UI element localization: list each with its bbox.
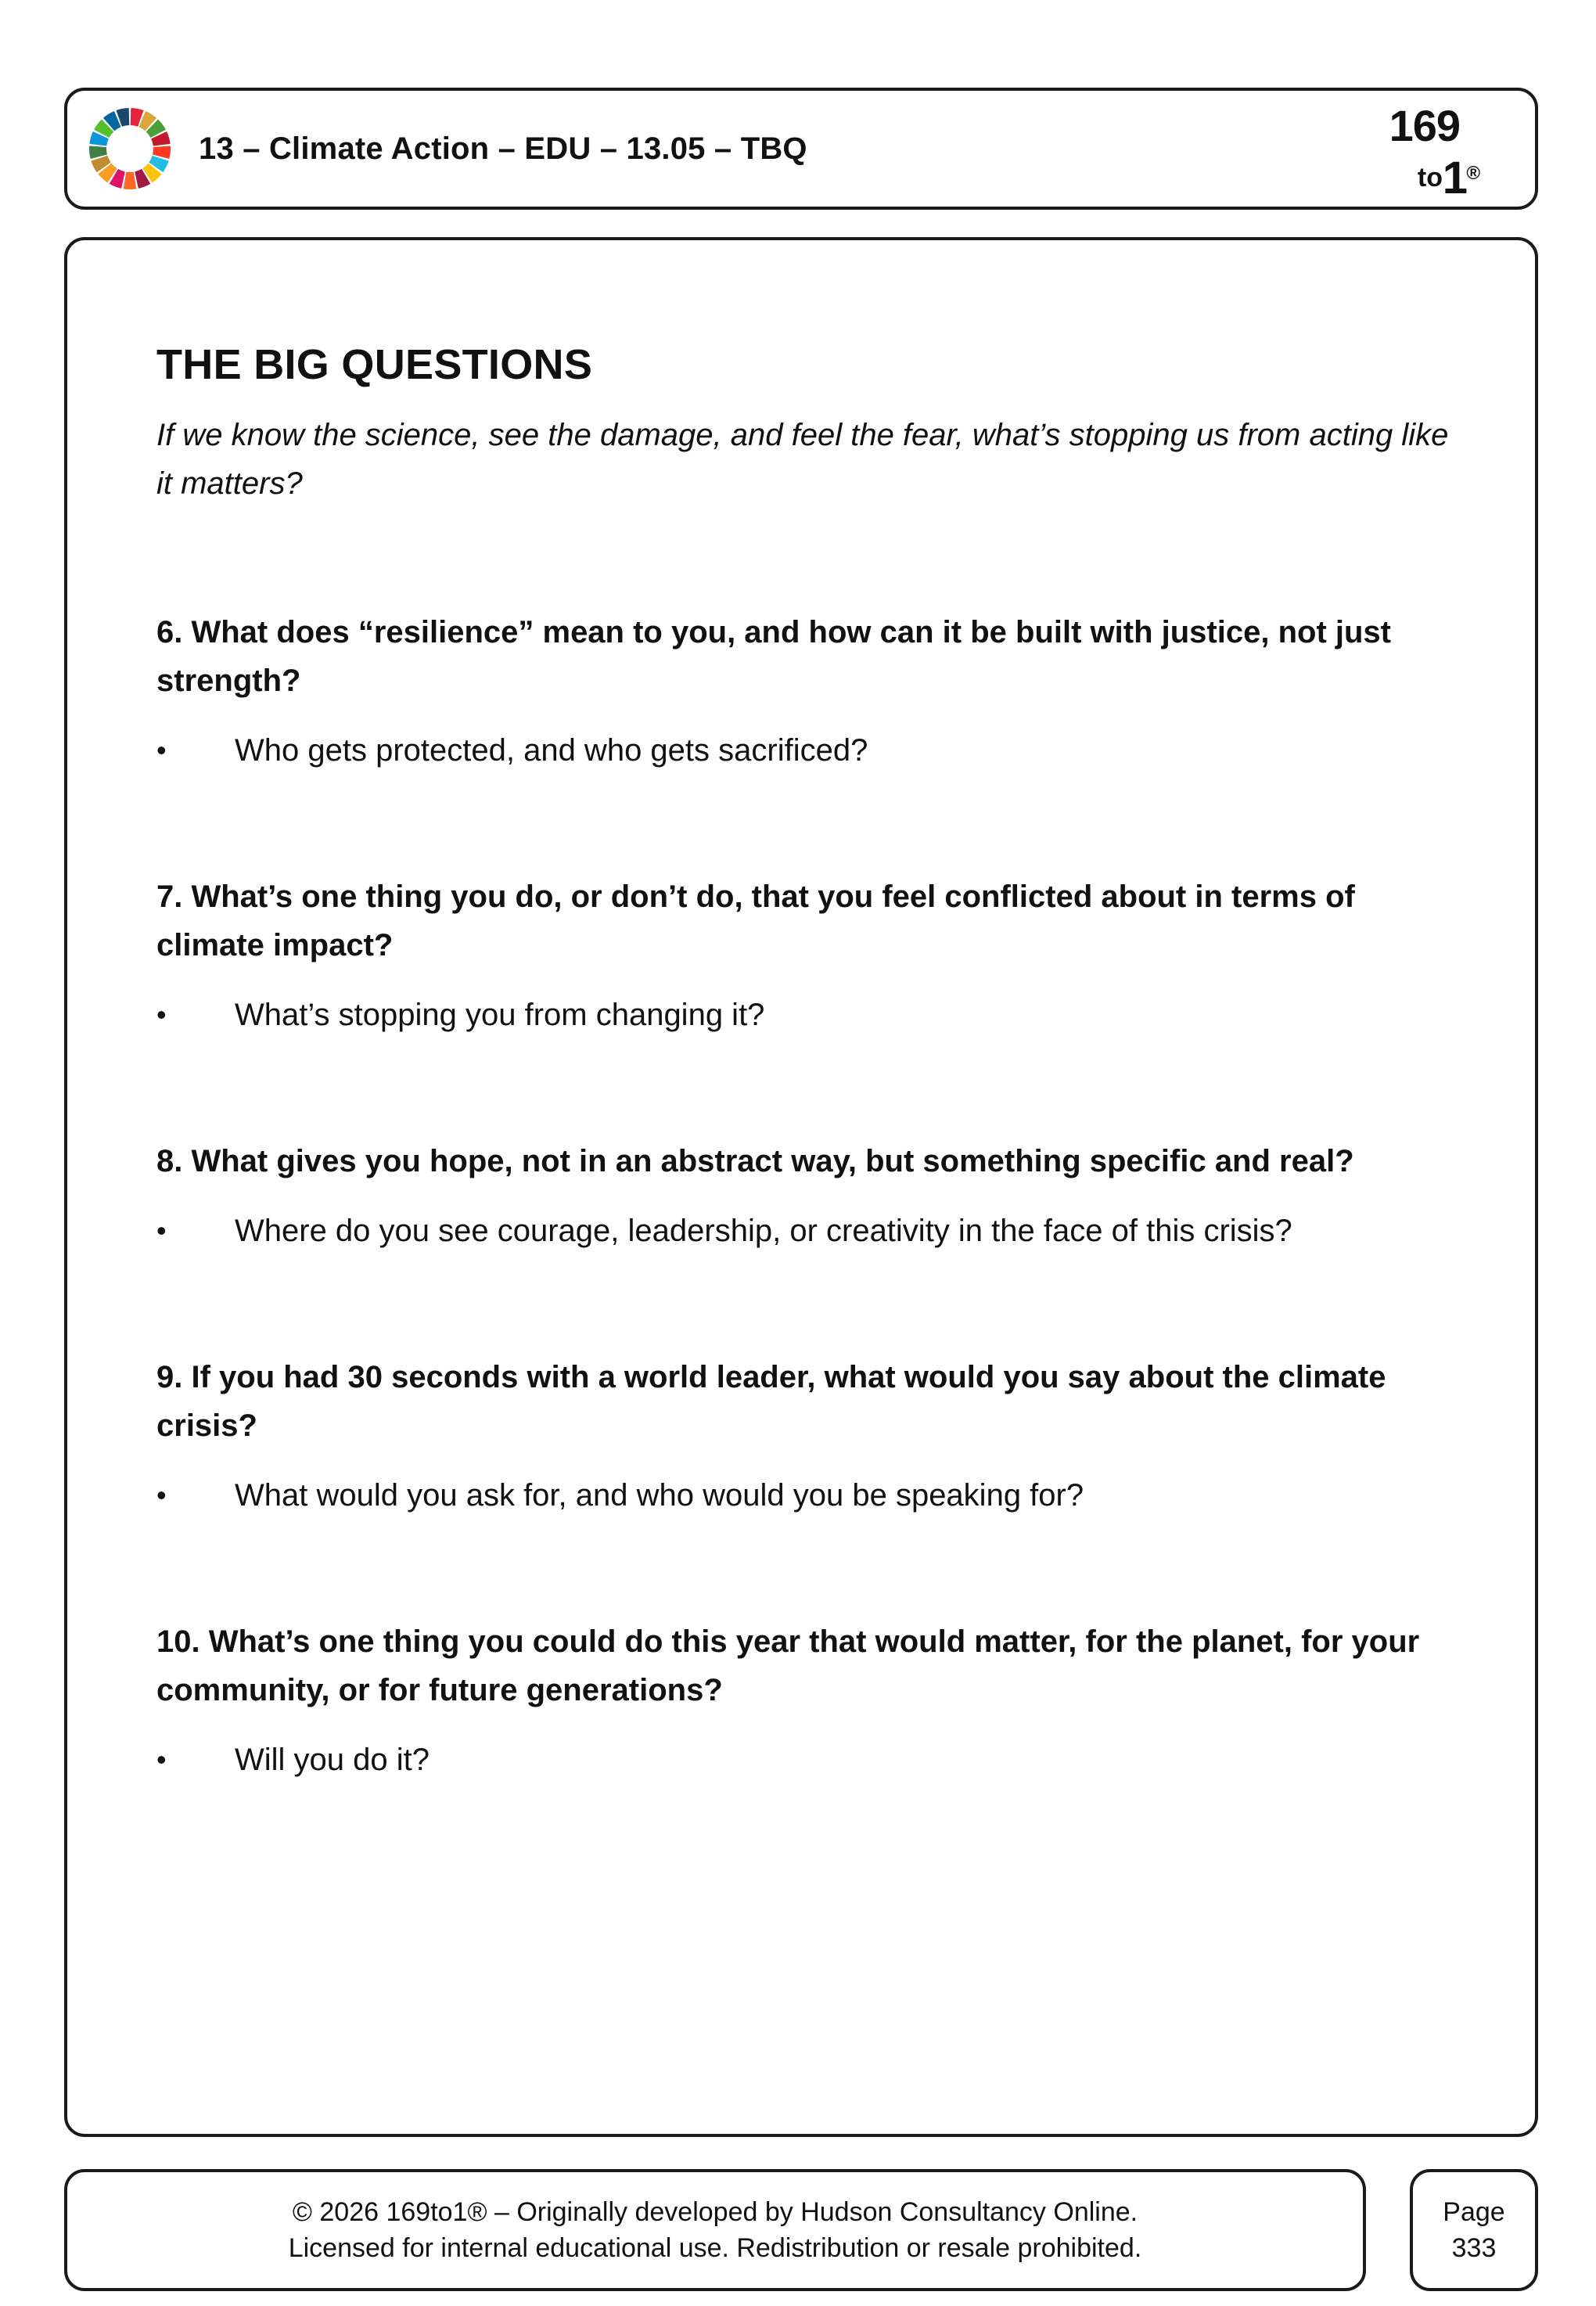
bullet-text: What would you ask for, and who would you be speaking for? xyxy=(235,1478,1084,1513)
question-6 xyxy=(156,608,1471,772)
question-9 xyxy=(156,1353,1471,1517)
question-bullet xyxy=(156,1473,1471,1517)
license-line: Licensed for internal educational use. Redistribution or resale prohibited. xyxy=(288,2233,1142,2263)
intro-text: If we know the science, see the damage, and feel the fear, what’s stopping us from acting like it matters? xyxy=(156,418,1449,501)
question-bullet xyxy=(156,728,1471,772)
bullet-icon: • xyxy=(156,1743,167,1775)
question-bullet xyxy=(156,1209,1471,1253)
question-bullet xyxy=(156,1738,1471,1782)
header-title: 13 – Climate Action – EDU – 13.05 – TBQ xyxy=(199,131,807,166)
document-header xyxy=(64,88,1538,210)
bullet-text: Will you do it? xyxy=(235,1743,430,1777)
page-title: THE BIG QUESTIONS xyxy=(156,341,593,388)
question-text: 8. What gives you hope, not in an abstract way, but something specific and real? xyxy=(156,1144,1354,1178)
brand-number: 169 xyxy=(1389,101,1460,150)
page-indicator xyxy=(1413,2172,1535,2288)
page-number: 333 xyxy=(1451,2233,1497,2263)
question-bullet xyxy=(156,993,1471,1037)
sdg-wheel-segment xyxy=(124,172,137,189)
bullet-text: Where do you see courage, leadership, or creativity in the face of this crisis? xyxy=(235,1214,1292,1248)
bullet-icon: • xyxy=(156,734,167,766)
question-10 xyxy=(156,1617,1471,1782)
copyright-line: © 2026 169to1® – Originally developed by Hudson Consultancy Online. xyxy=(292,2197,1138,2227)
brand-one: 1 xyxy=(1442,153,1468,203)
question-text: 6. What does “resilience” mean to you, and how can it be built with justice, not just strength? xyxy=(156,615,1391,698)
bullet-icon: • xyxy=(156,998,167,1031)
page-number-box xyxy=(1410,2169,1538,2291)
brand-registered-mark: ® xyxy=(1466,163,1480,184)
page-label: Page xyxy=(1443,2197,1505,2227)
question-8 xyxy=(156,1137,1471,1253)
bullet-text: Who gets protected, and who gets sacrificed? xyxy=(235,733,868,768)
bullet-text: What’s stopping you from changing it? xyxy=(235,998,765,1032)
footer-copyright xyxy=(64,2169,1366,2291)
bullet-icon: • xyxy=(156,1214,167,1247)
content xyxy=(156,340,1471,1882)
brand-logo xyxy=(1386,97,1480,207)
question-text: 10. What’s one thing you could do this year that would matter, for the planet, for your community, or for future generations? xyxy=(156,1624,1420,1707)
question-7 xyxy=(156,872,1471,1037)
question-text: 7. What’s one thing you do, or don’t do, that you feel conflicted about in terms of climate impact? xyxy=(156,880,1355,962)
sdg-wheel-icon xyxy=(88,106,172,191)
bullet-icon: • xyxy=(156,1479,167,1511)
question-text: 9. If you had 30 seconds with a world leader, what would you say about the climate crisis? xyxy=(156,1360,1386,1443)
footer-text xyxy=(67,2172,1363,2288)
brand-to: to xyxy=(1417,163,1443,192)
main-panel xyxy=(64,237,1538,2137)
